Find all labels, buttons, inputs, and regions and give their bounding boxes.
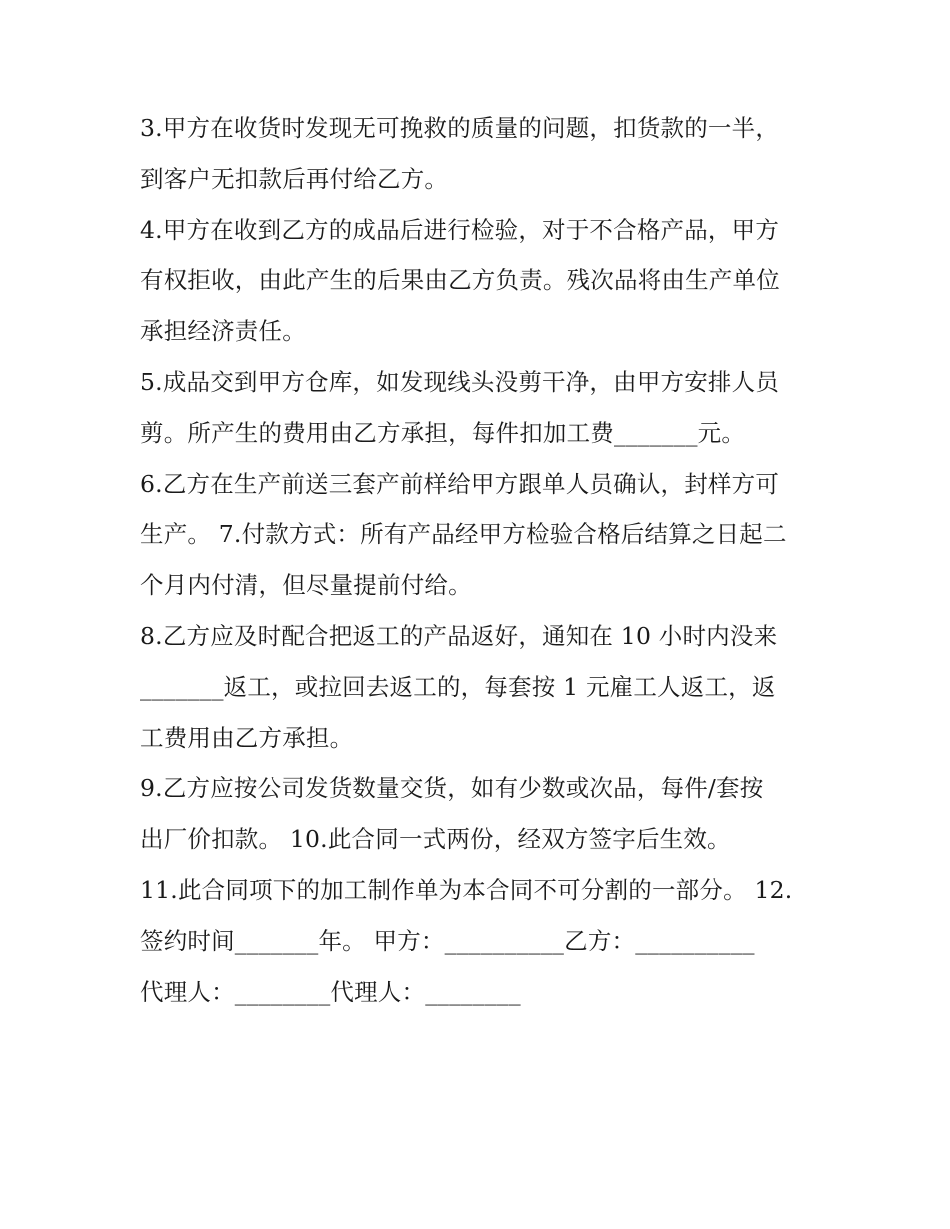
clause-3-line-1: 3.甲方在收货时发现无可挽救的质量的问题，扣货款的一半， bbox=[140, 114, 780, 142]
clause-3-line-2: 到客户无扣款后再付给乙方。 bbox=[140, 164, 449, 193]
clause-4-line-1: 4.甲方在收到乙方的成品后进行检验，对于不合格产品，甲方 bbox=[140, 215, 780, 244]
clause-8-line-2: _______返工，或拉回去返工的，每套按 1 元雇工人返工，返 bbox=[140, 672, 776, 701]
clause-6-7-line: 生产。 7.付款方式：所有产品经甲方检验合格后结算之日起二 bbox=[140, 520, 787, 549]
clause-4-line-3: 承担经济责任。 bbox=[140, 317, 306, 346]
clause-8-line-1: 8.乙方应及时配合把返工的产品返好，通知在 10 小时内没来 bbox=[140, 621, 778, 650]
clause-5-line-2: 剪。所产生的费用由乙方承担，每件扣加工费_______元。 bbox=[140, 418, 746, 447]
contract-page bbox=[140, 103, 830, 1017]
clause-9-line-1: 9.乙方应按公司发货数量交货，如有少数或次品，每件/套按 bbox=[140, 774, 764, 803]
agents-signature-line: 代理人：________代理人：________ bbox=[140, 977, 521, 1006]
signing-date-parties-line: 签约时间_______年。 甲方：__________乙方：__________ bbox=[140, 926, 755, 955]
clause-9-10-line: 出厂价扣款。 10.此合同一式两份，经双方签字后生效。 bbox=[140, 825, 731, 854]
clause-11-12-line: 11.此合同项下的加工制作单为本合同不可分割的一部分。 12. bbox=[140, 875, 793, 904]
clause-7-line-2: 个月内付清，但尽量提前付给。 bbox=[140, 571, 472, 600]
clause-6-line-1: 6.乙方在生产前送三套产前样给甲方跟单人员确认，封样方可 bbox=[140, 469, 780, 498]
clause-8-line-3: 工费用由乙方承担。 bbox=[140, 723, 354, 752]
clause-4-line-2: 有权拒收，由此产生的后果由乙方负责。残次品将由生产单位 bbox=[140, 266, 780, 295]
clause-5-line-1: 5.成品交到甲方仓库，如发现线头没剪干净，由甲方安排人员 bbox=[140, 367, 780, 396]
